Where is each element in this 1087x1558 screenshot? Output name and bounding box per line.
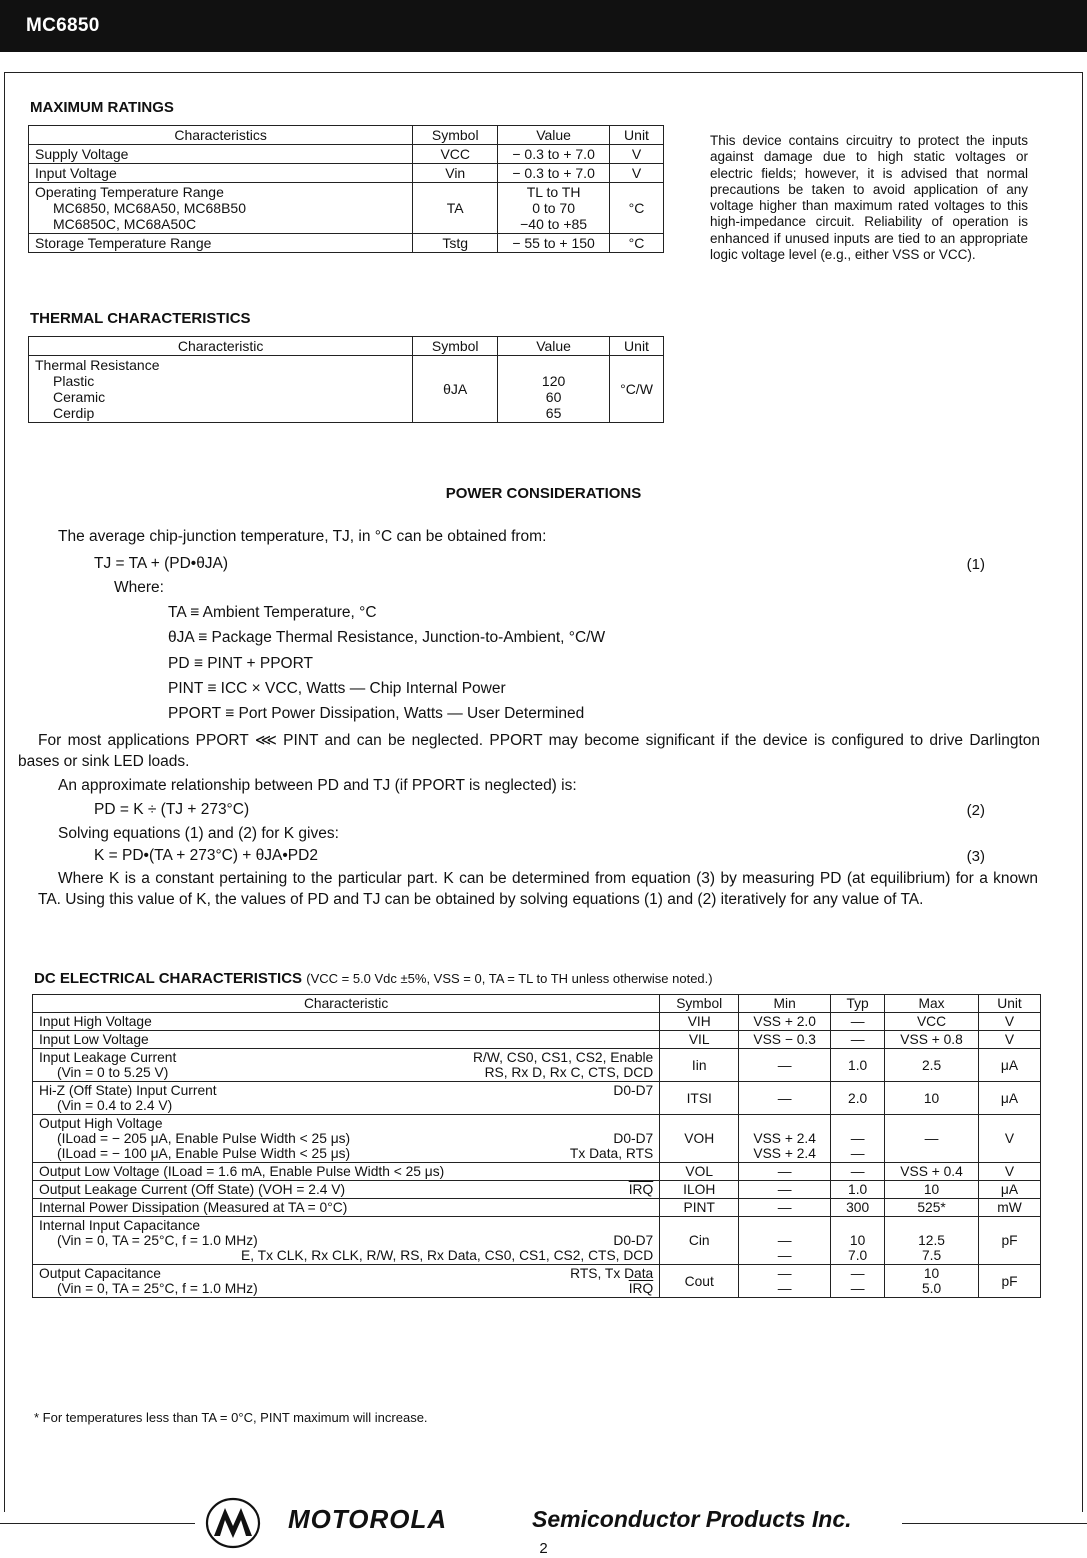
equation-1-number: (1) [966,556,985,573]
dc-title-line [34,970,713,987]
col-symbol: Symbol [660,995,739,1013]
col-value: Value [498,126,610,145]
cell-line: 10 [923,1266,940,1281]
cell: VSS − 0.3 [739,1031,831,1049]
footnote: * For temperatures less than TA = 0°C, PINT maximum will increase. [34,1410,428,1425]
cell [33,1115,660,1163]
pin-list: $\overline{IRQ}$ [628,1281,654,1296]
cell-line: VSS + 2.4 [753,1131,816,1146]
cell-line: — [777,1281,792,1296]
col-unit: Unit [610,126,664,145]
footer-rule-right [902,1523,1087,1524]
cell: − 55 to + 150 [498,234,610,253]
cell-line: 12.5 [918,1233,945,1248]
cell-line: (Vin = 0 to 5.25 V) [57,1065,169,1080]
where-label: Where: [114,579,164,596]
footer-rule-left [0,1523,195,1524]
table-row [33,1199,1041,1217]
esd-note: This device contains circuitry to protect the inputs against damage due to high static voltages or electric fields; however, it is advised that normal precautions be taken to avoid application of any voltage higher than maximum rated voltages to this high-impedance circuit. Reliability of operation is enhanced if unused inputs are tied to an appropriate logic voltage level (e.g., either VSS or VCC). [710,133,1028,263]
cell-line: 10 [849,1233,866,1248]
cell-line: 0 to 70 [532,200,576,216]
cell: — [739,1049,831,1082]
cell: — [831,1013,885,1031]
col-typ: Typ [831,995,885,1013]
cell: VSS + 0.8 [885,1031,979,1049]
cell: VSS + 2.0 [739,1013,831,1031]
cell: VCC [885,1013,979,1031]
col-min: Min [739,995,831,1013]
max-ratings-table [28,125,664,253]
cell [739,1217,831,1265]
cell: V [610,145,664,164]
col-unit: Unit [979,995,1041,1013]
cell: Input Voltage [29,164,413,183]
cell-line: — [850,1146,865,1161]
cell-line: MC6850C, MC68A50C [53,216,197,232]
dc-table [32,994,1041,1298]
cell [739,1115,831,1163]
cell-line: 120 [541,373,566,389]
cell-line: — [777,1266,792,1281]
power-intro: The average chip-junction temperature, TJ, in °C can be obtained from: [58,528,547,545]
pin-list: D0-D7 [613,1131,654,1146]
col-symbol: Symbol [413,126,498,145]
cell: TA [413,183,498,234]
cell-line: — [777,1248,792,1263]
col-characteristics: Characteristics [29,126,413,145]
table-row [33,1163,1041,1181]
cell-line: — [850,1131,865,1146]
col-symbol: Symbol [413,337,498,356]
cell-line: — [850,1281,865,1296]
table-row [33,1217,1041,1265]
cell [498,356,610,423]
cell: — [739,1181,831,1199]
cell-line: VSS + 2.4 [753,1146,816,1161]
table-row [29,183,664,234]
cell: Input High Voltage [33,1013,660,1031]
cell: 1.0 [831,1049,885,1082]
cell: V [979,1163,1041,1181]
cell: V [979,1031,1041,1049]
brand-name: MOTOROLA [288,1504,448,1534]
cell: Storage Temperature Range [29,234,413,253]
table-row [33,1181,1041,1199]
part-number: MC6850 [26,15,100,36]
cell: V [610,164,664,183]
cell: − 0.3 to + 7.0 [498,164,610,183]
cell: VIL [660,1031,739,1049]
table-row [33,1031,1041,1049]
cell-line: Operating Temperature Range [35,184,224,200]
cell-line: Output Leakage Current (Off State) (VOH = 2.4 V) [39,1182,346,1197]
cell-line: Hi-Z (Off State) Input Current [39,1083,217,1098]
cell: — [831,1031,885,1049]
table-row [29,356,664,423]
cell [739,1265,831,1298]
cell: 300 [831,1199,885,1217]
pin-list: D0-D7 [613,1083,654,1098]
thermal-table [28,336,664,423]
cell-line: — [850,1266,865,1281]
cell: Cout [660,1265,739,1298]
paragraph: An approximate relationship between PD and TJ (if PPORT is neglected) is: [58,777,577,794]
cell [33,1181,660,1199]
equation-3: K = PD•(TA + 273°C) + θJA•PD2 [94,847,318,864]
cell: VIH [660,1013,739,1031]
cell [33,1217,660,1265]
equation-3-number: (3) [966,848,985,865]
cell [33,1265,660,1298]
pin-list: Tx Data, RTS [569,1146,654,1161]
cell [831,1115,885,1163]
cell: VSS + 0.4 [885,1163,979,1181]
cell: Cin [660,1217,739,1265]
header-bar [0,0,1087,52]
paragraph: Solving equations (1) and (2) for K gives: [58,825,339,842]
cell-line: Plastic [53,373,95,389]
cell: 2.0 [831,1082,885,1115]
cell-line: Output Capacitance [39,1266,161,1281]
pin-list: RS, Rx D, Rx C, CTS, DCD [484,1065,654,1080]
brand-tagline: Semiconductor Products Inc. [532,1506,852,1532]
cell: μA [979,1049,1041,1082]
cell: − 0.3 to + 7.0 [498,145,610,164]
pin-list: $\overline{IRQ}$ [628,1182,654,1197]
cell: — [739,1199,831,1217]
cell-line: (Vin = 0.4 to 2.4 V) [57,1098,173,1113]
cell-line: Output High Voltage [39,1116,163,1131]
cell: — [739,1163,831,1181]
cell-line: MC6850, MC68A50, MC68B50 [53,200,246,216]
cell [831,1265,885,1298]
col-characteristic: Characteristic [29,337,413,356]
cell: 1.0 [831,1181,885,1199]
cell-line: — [777,1233,792,1248]
col-unit: Unit [610,337,664,356]
paragraph: For most applications PPORT ⋘ PINT and can be neglected. PPORT may become significant if the device is configured to drive Darlington bases or sink LED loads. [18,732,1040,770]
definition: PPORT ≡ Port Power Dissipation, Watts — User Determined [168,705,585,722]
power-title: POWER CONSIDERATIONS [445,485,642,502]
cell [885,1217,979,1265]
cell: μA [979,1082,1041,1115]
cell [29,183,413,234]
table-row [29,234,664,253]
dc-conditions: (VCC = 5.0 Vdc ±5%, VSS = 0, TA = TL to TH unless otherwise noted.) [306,971,713,986]
col-characteristic: Characteristic [33,995,660,1013]
cell: Internal Power Dissipation (Measured at TA = 0°C) [33,1199,660,1217]
cell-line: Internal Input Capacitance [39,1218,201,1233]
cell: — [885,1115,979,1163]
thermal-title: THERMAL CHARACTERISTICS [30,310,251,327]
cell: 10 [885,1181,979,1199]
cell: Output Low Voltage (ILoad = 1.6 mA, Enable Pulse Width < 25 μs) [33,1163,660,1181]
equation-2: PD = K ÷ (TJ + 273°C) [94,801,250,818]
equation-1: TJ = TA + (PD•θJA) [94,555,229,572]
cell-line: Thermal Resistance [35,357,160,373]
equation-2-number: (2) [966,802,985,819]
cell: pF [979,1217,1041,1265]
cell: VCC [413,145,498,164]
cell: V [979,1115,1041,1163]
table-row [33,1082,1041,1115]
cell [498,183,610,234]
cell: VOL [660,1163,739,1181]
cell: °C [610,234,664,253]
cell-line: 60 [545,389,562,405]
cell: °C [610,183,664,234]
cell-line: TL to TH [526,184,581,200]
pin-list: D0-D7 [613,1233,654,1248]
cell-line: −40 to +85 [520,216,588,232]
col-max: Max [885,995,979,1013]
cell-line: (ILoad = − 205 μA, Enable Pulse Width < 25 μs) [57,1131,351,1146]
cell: °C/W [610,356,664,423]
cell: VOH [660,1115,739,1163]
cell [831,1217,885,1265]
paragraph: Where K is a constant pertaining to the particular part. K can be determined from equation (3) by measuring PD (at equilibrium) for a known TA. Using this value of K, the values of PD and TJ can be obtained by solving equations (1) and (2) iteratively for any value of TA. [38,870,1038,908]
cell: mW [979,1199,1041,1217]
definition: θJA ≡ Package Thermal Resistance, Junction-to-Ambient, °C/W [168,629,606,646]
cell: — [739,1082,831,1115]
cell-line: 7.5 [921,1248,942,1263]
cell: θJA [413,356,498,423]
definition: TA ≡ Ambient Temperature, °C [168,604,377,621]
cell-line: Input Leakage Current [39,1050,177,1065]
cell: Iin [660,1049,739,1082]
cell [29,356,413,423]
cell: ILOH [660,1181,739,1199]
pin-list: RTS, Tx Data [570,1266,654,1281]
cell-line: (Vin = 0, TA = 25°C, f = 1.0 MHz) [57,1233,258,1248]
cell: V [979,1013,1041,1031]
definition: PD ≡ PINT + PPORT [168,655,313,672]
cell [885,1265,979,1298]
cell: 525* [885,1199,979,1217]
cell: pF [979,1265,1041,1298]
table-row [29,164,664,183]
cell: ITSI [660,1082,739,1115]
cell: 2.5 [885,1049,979,1082]
cell-line: (ILoad = − 100 μA, Enable Pulse Width < 25 μs) [57,1146,351,1161]
cell-line: 5.0 [921,1281,942,1296]
cell-line: 65 [545,405,562,421]
cell-line: (Vin = 0, TA = 25°C, f = 1.0 MHz) [57,1281,258,1296]
cell [33,1049,660,1082]
cell: μA [979,1181,1041,1199]
pin-list: R/W, CS0, CS1, CS2, Enable [473,1050,654,1065]
table-row [33,1049,1041,1082]
table-row [33,1265,1041,1298]
cell: Supply Voltage [29,145,413,164]
cell: Vin [413,164,498,183]
cell-line: 7.0 [848,1248,868,1263]
dc-title: DC ELECTRICAL CHARACTERISTICS [34,970,303,987]
cell: — [831,1163,885,1181]
max-ratings-title: MAXIMUM RATINGS [30,99,174,116]
cell-line: Ceramic [53,389,106,405]
page-number: 2 [539,1540,548,1557]
pin-list: E, Tx CLK, Rx CLK, R/W, RS, Rx Data, CS0, CS1, CS2, CTS, DCD [241,1248,654,1263]
definition: PINT ≡ ICC × VCC, Watts — Chip Internal Power [168,680,506,697]
cell [33,1082,660,1115]
table-row [33,1115,1041,1163]
table-row [29,145,664,164]
cell: Input Low Voltage [33,1031,660,1049]
cell-line: Cerdip [53,405,95,421]
table-row [33,1013,1041,1031]
cell: PINT [660,1199,739,1217]
col-value: Value [498,337,610,356]
cell: Tstg [413,234,498,253]
cell: 10 [885,1082,979,1115]
